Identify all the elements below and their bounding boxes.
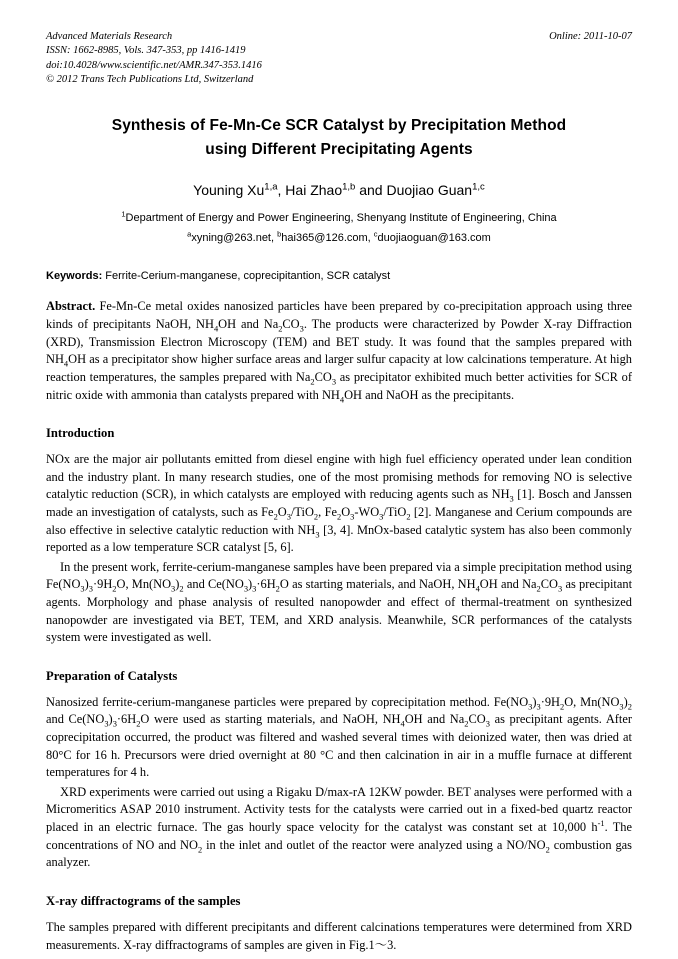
author-conjunction: and (355, 181, 387, 198)
author-3-name: Duojiao Guan (386, 181, 473, 198)
journal-header-left (46, 30, 262, 88)
section-heading-xrd: X-ray diffractograms of the samples (46, 893, 241, 908)
email-a[interactable]: xyning@263.net, (191, 232, 278, 245)
journal-issn: ISSN: 1662-8985, Vols. 347-353, pp 1416-1419 (46, 45, 246, 57)
abstract-text-f: CO (314, 369, 332, 384)
email-c-sup: c (373, 229, 378, 239)
online-date: Online: 2011-10-07 (549, 31, 632, 42)
author-emails (46, 229, 632, 245)
affiliation-text: Department of Energy and Power Engineering, Shenyang Institute of Engineering, China (125, 211, 557, 224)
author-1-sup: 1,a (264, 181, 278, 193)
abstract (46, 298, 632, 404)
keywords-label: Keywords: (46, 270, 103, 283)
preparation-paragraph-2: XRD experiments were carried out using a Rigaku D/max-rA 12KW powder. BET analyses were performed with a Micromeritics ASAP 2010 instrument. Activity tests for the catalysts were carried out in a fixed-bed quartz reactor placed in an electric furnace. The gas hourly space velocity for the catalyst was constant set at 10,000 $h^{-1}$. The concentrations of NO and $NO_2$ in the inlet and outlet of the reactor were analyzed using a $NO/NO_2$ combustion gas analyzer. (46, 784, 632, 870)
section-heading-introduction: Introduction (46, 426, 115, 441)
abstract-text-g: as precipitator exhibited much better activities for SCR of nitric oxide with ammonia than catalysts prepared with NH (46, 369, 632, 402)
xrd-paragraph-1: The samples prepared with different precipitants and different calcinations temperatures were determined from XRD measurements. X-ray diffractograms of samples are given in Fig.1～3. (46, 919, 632, 952)
abstract-text-c: CO (282, 317, 300, 332)
intro-paragraph-1: NOx are the major air pollutants emitted from diesel engine with high fuel efficiency operated under lean condition and the industry plant. In many research studies, one of the most promising methods for removing NO is selective catalytic reduction (SCR), in which catalysts are employed with reducing agents such as $NH_3$ [1]. Bosch and Janssen made an investigation of catalysts, such as $Fe_2O_3/TiO_2$, $Fe_2O_3-WO_3/TiO_2$ [2]. Manganese and Cerium compounds are also effective in selective catalytic reduction with $NH_3$ [3, 4]. MnOx-based catalytic system has also been commonly reported as a low temperature SCR catalyst [5, 6]. (46, 452, 633, 555)
abstract-sub-1: 4 (213, 323, 219, 334)
abstract-text-e: OH as a precipitator show higher surface areas and larger sulfur capacity at low calcinations temperature. At high reaction temperatures, the samples prepared with Na (46, 352, 632, 384)
affiliation-sup: 1 (121, 209, 126, 219)
abstract-sub-6: 3 (331, 376, 337, 387)
abstract-text-a: Fe-Mn-Ce metal oxides nanosized particles have been prepared by co-precipitation approach using three kinds of precipitants NaOH, NH (46, 299, 632, 332)
abstract-label: Abstract. (46, 299, 96, 314)
title-line-2: using Different Precipitating Agents (205, 140, 473, 158)
author-2-sup: 1,b (342, 181, 356, 193)
email-b[interactable]: hai365@126.com, (281, 232, 374, 245)
abstract-sub-3: 3 (299, 323, 304, 334)
journal-doi: doi:10.4028/www.scientific.net/AMR.347-353.1416 (46, 59, 262, 71)
journal-name: Advanced Materials Research (46, 31, 173, 42)
email-c[interactable]: duojiaoguan@163.com (377, 232, 491, 245)
author-list: Youning Xu$^{1,a}$, Hai Zhao$^{1,b}$ and Duojiao Guan$^{1,c}$ (193, 181, 485, 198)
abstract-sub-5: 2 (310, 376, 315, 387)
keywords-text: Ferrite-Cerium-manganese, coprecipitantion, SCR catalyst (102, 270, 391, 283)
abstract-text-b: OH and Na (218, 317, 279, 332)
journal-copyright: © 2012 Trans Tech Publications Ltd, Switzerland (46, 74, 254, 86)
abstract-text-d: . The products were characterized by Powder X-ray Diffraction (XRD), Transmission Electron Microscopy (TEM) and BET study. It was found that the samples prepared with NH (46, 317, 632, 367)
title-line-1: Synthesis of Fe-Mn-Ce SCR Catalyst by Precipitation Method (111, 116, 567, 134)
abstract-sub-7: 4 (339, 393, 345, 404)
keywords-line (46, 270, 632, 282)
author-2-name: Hai Zhao (285, 181, 343, 198)
author-3-sup: 1,c (472, 181, 485, 193)
abstract-sub-2: 2 (278, 323, 283, 334)
email-b-sup: b (277, 229, 282, 239)
author-1-name: Youning Xu (193, 181, 265, 198)
page-title (46, 114, 632, 162)
abstract-text-h: OH and NaOH as the precipitants. (344, 387, 515, 402)
affiliation (46, 210, 632, 227)
email-a-sup: a (187, 229, 192, 239)
section-heading-preparation: Preparation of Catalysts (46, 668, 178, 683)
journal-header (46, 30, 632, 88)
preparation-paragraph-1: Nanosized ferrite-cerium-manganese particles were prepared by coprecipitation method. $Fe(NO_3)_3\cdot 9H_2O$, $Mn(NO_3)_2$ and $Ce(NO_3)_3\cdot 6H_2O$ were used as starting materials, and NaOH, $NH_4OH$ and $Na_2CO_3$ as precipitant agents. After coprecipitation occurred, the product was filtered and washed several times with deionized water, then was dried at 80°C for 16 h. Precursors were dried overnight at 80 °C and then calcination in air in a muffle furnace at different temperatures for 4 h. (46, 694, 633, 780)
intro-paragraph-2: In the present work, ferrite-cerium-manganese samples have been prepared via a simple precipitation method using $Fe(NO_3)_3\cdot 9H_2O$, $Mn(NO_3)_2$ and $Ce(NO_3)_3\cdot 6H_2O$ as starting materials, and NaOH, $NH_4OH$ and $Na_2CO_3$ as precipitant agents. Morphology and phase analysis of resulted nanopowder and effect of thermal-treatment on synthesized nanopowder are investigated via BET, TEM, and XRD analysis. Meanwhile, SCR performances of the catalysts system were investigated as well. (46, 559, 633, 645)
abstract-sub-4: 4 (63, 358, 69, 369)
